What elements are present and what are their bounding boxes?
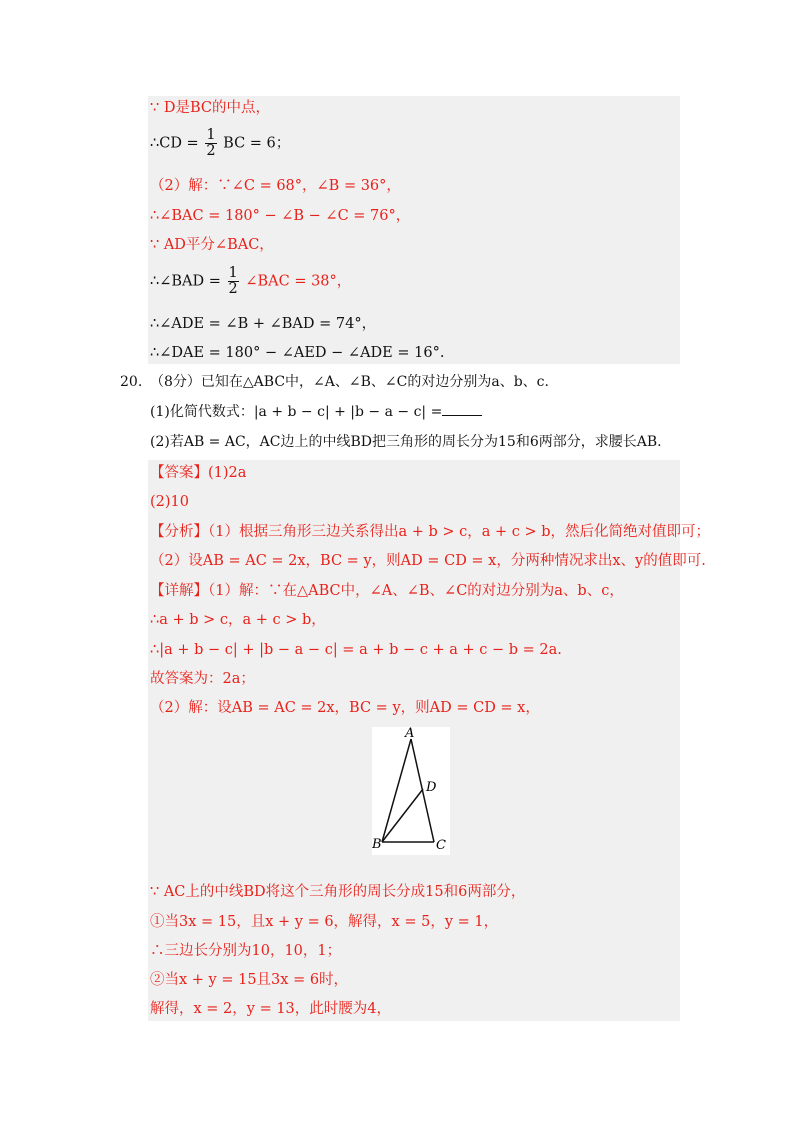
solution-line-6: ∴∠BAD = $\frac{1}{2}$ ∠BAC = 38°， bbox=[150, 265, 352, 297]
detail-line-6: ∵ AC上的中线BD将这个三角形的周长分成15和6两部分， bbox=[150, 884, 526, 900]
answer-line-2: (2)10 bbox=[150, 494, 189, 510]
triangle-diagram bbox=[372, 727, 450, 855]
vertex-label-a: A bbox=[405, 727, 415, 741]
answer-line-1: 【答案】(1)2a bbox=[150, 465, 247, 481]
solution-line-7: ∴∠ADE = ∠B + ∠BAD = 74°， bbox=[150, 316, 377, 332]
detail-line-8: ∴三边长分别为10，10，1； bbox=[150, 943, 342, 959]
analysis-line-2: （2）设AB = AC = 2x，BC = y，则AD = CD = x，分两种情况求出x、y的值即可. bbox=[150, 553, 706, 569]
detail-line-5: （2）解：设AB = AC = 2x，BC = y，则AD = CD = x， bbox=[150, 700, 540, 716]
detail-line-4: 故答案为：2a； bbox=[150, 671, 255, 687]
detail-line-9: ②当x + y = 15且3x = 6时， bbox=[150, 972, 349, 988]
question-part-2: (2)若AB = AC，AC边上的中线BD把三角形的周长分为15和6两部分，求腰长AB. bbox=[150, 434, 662, 450]
question-stem: （8分）已知在△ABC中，∠A、∠B、∠C的对边分别为a、b、c. bbox=[150, 374, 549, 390]
side-ab bbox=[382, 739, 411, 842]
solution-line-1: ∵ D是BC的中点， bbox=[150, 100, 270, 116]
answer-blank bbox=[442, 415, 482, 416]
detail-line-1: 【详解】（1）解：∵在△ABC中，∠A、∠B、∠C的对边分别为a、b、c， bbox=[150, 583, 624, 599]
fraction-half: $\frac{1}{2}$ bbox=[228, 265, 238, 297]
detail-line-7: ①当3x = 15，且x + y = 6，解得，x = 5，y = 1， bbox=[150, 914, 499, 930]
fraction-half: $\frac{1}{2}$ bbox=[206, 127, 216, 159]
solution-line-5: ∵ AD平分∠BAC， bbox=[150, 237, 274, 253]
vertex-label-b: B bbox=[372, 837, 382, 852]
vertex-label-c: C bbox=[436, 838, 446, 853]
detail-line-3: ∴|a + b − c| + |b − a − c| = a + b − c + a + c − b = 2a. bbox=[150, 642, 562, 658]
median-bd bbox=[382, 789, 423, 842]
detail-line-10: 解得，x = 2，y = 13，此时腰为4， bbox=[150, 1001, 392, 1017]
triangle-figure bbox=[372, 727, 450, 855]
question-number: 20. bbox=[120, 374, 143, 390]
solution-line-8: ∴∠DAE = 180° − ∠AED − ∠ADE = 16°. bbox=[150, 345, 445, 361]
detail-line-2: ∴a + b > c，a + c > b， bbox=[150, 612, 326, 628]
question-part-1: (1)化简代数式：|a + b − c| + |b − a − c| = bbox=[150, 402, 482, 422]
solution-line-4: ∴∠BAC = 180° − ∠B − ∠C = 76°， bbox=[150, 208, 411, 224]
solution-line-2: ∴CD = $\frac{1}{2}$ BC = 6； bbox=[150, 127, 291, 159]
vertex-label-d: D bbox=[426, 780, 437, 795]
analysis-line-1: 【分析】（1）根据三角形三边关系得出a + b > c，a + c > b，然后化简绝对值即可； bbox=[150, 524, 711, 540]
solution-line-3: （2）解：∵∠C = 68°，∠B = 36°， bbox=[150, 178, 401, 194]
